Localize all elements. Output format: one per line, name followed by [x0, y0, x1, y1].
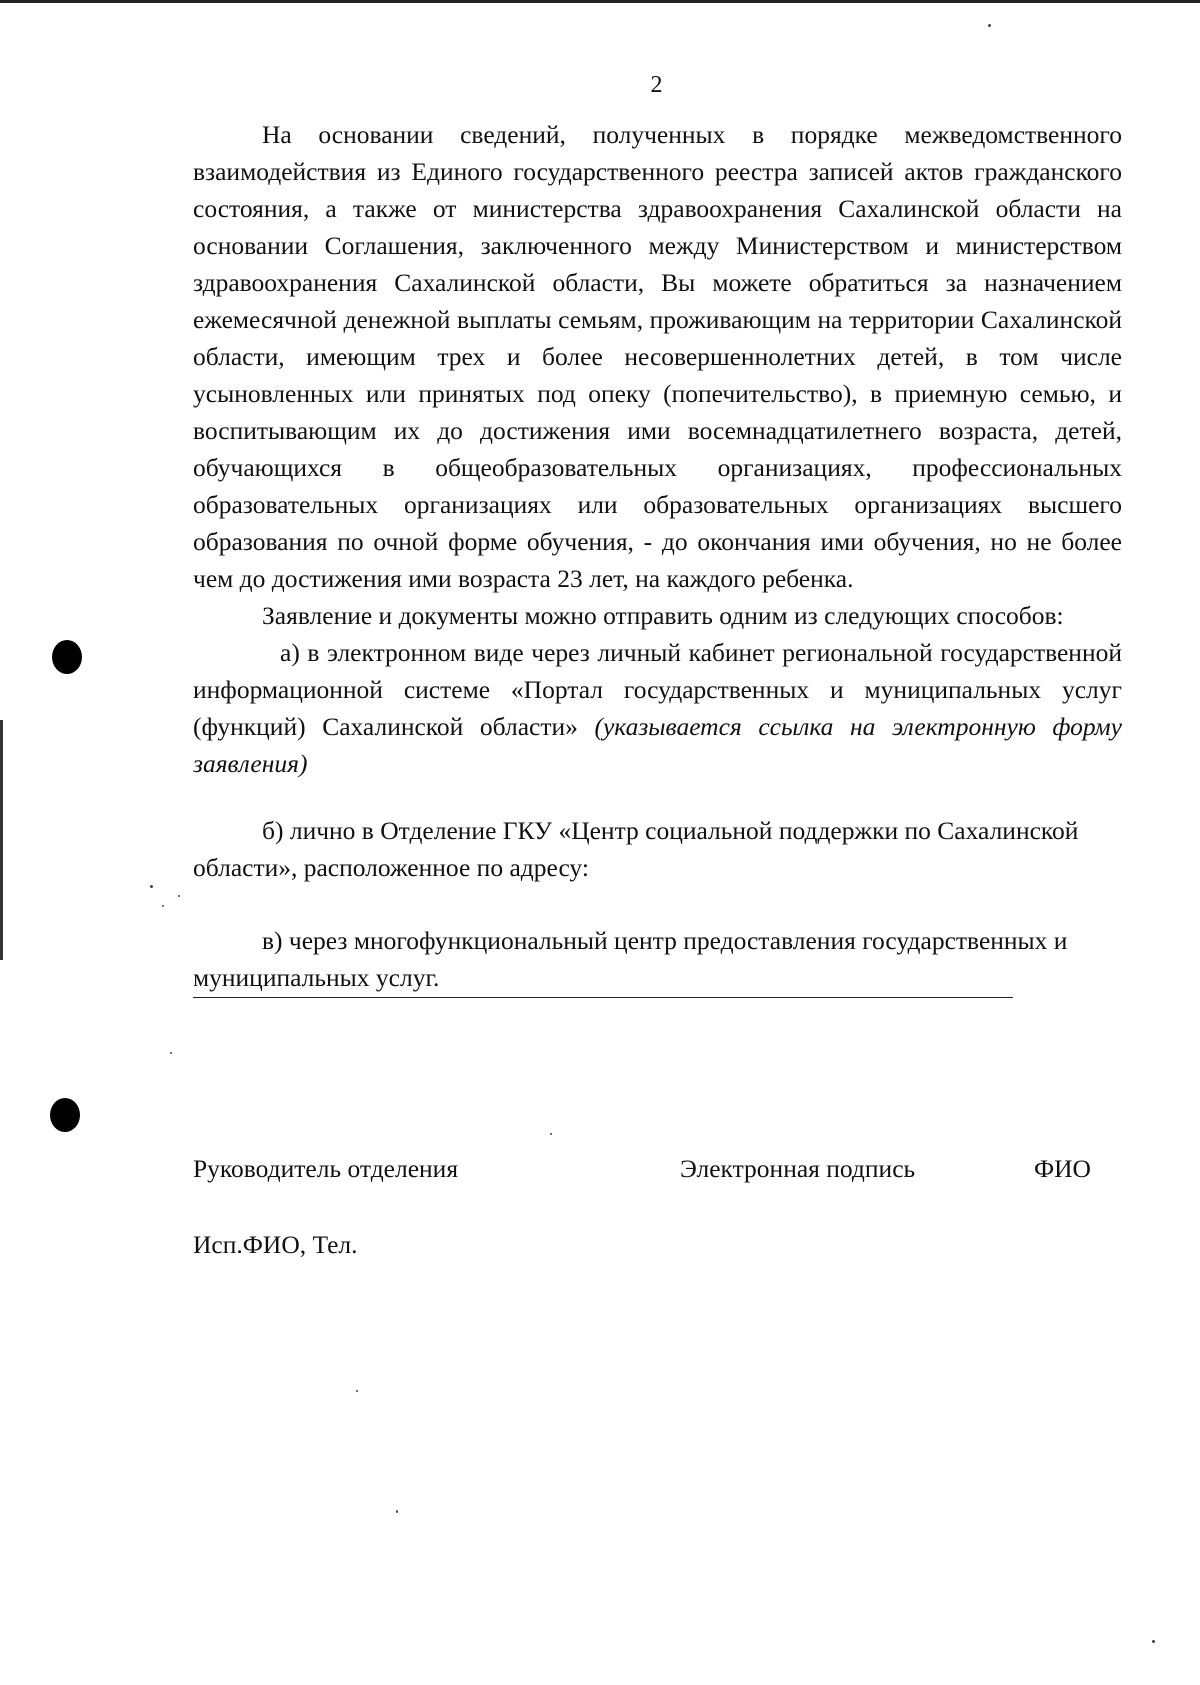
paragraph-eligibility: На основании сведений, полученных в порядке межведомственного взаимодействия из Единого государственного реестра записей актов гражданского состояния, а также от министерства здравоохранения Сахалинской области на основании Соглашения, заключенного между Министерством и министерством здравоохранения Сахалинской области, Вы можете обратиться за назначением ежемесячной денежной выплаты семьям, проживающим на территории Сахалинской области, имеющим трех и более несовершеннолетних детей, в том числе усыновленных или принятых под опеку (попечительство), в приемную семью, и воспитывающим их до достижения ими восемнадцатилетнего возраста, детей, обучающихся в общеобразовательных организациях, профессиональных образовательных организациях или образовательных организациях высшего образования по очной форме обучения, - до окончания ими обучения, но не более чем до достижения ими возраста 23 лет, на каждого ребенка.: [193, 120, 1122, 593]
scan-speck: [550, 1133, 552, 1135]
signature-position: Руководитель отделения: [193, 1154, 459, 1183]
scan-speck: [988, 24, 991, 27]
option-a-electronic: [193, 634, 1122, 782]
option-a-text: а) в электронном виде через личный кабинет региональной государственной информационной системе «Портал государственных и муниципальных услуг (функций) Сахалинской области»: [193, 638, 1122, 741]
scan-speck: [178, 895, 180, 897]
option-a-note: (указывается ссылка на электронную форму заявления): [193, 712, 1122, 778]
paragraph-submission-methods: Заявление и документы можно отправить одним из следующих способов:: [262, 601, 1064, 630]
page-top-edge: [0, 0, 1200, 3]
scan-speck: [356, 1390, 358, 1392]
option-b-in-person: б) лично в Отделение ГКУ «Центр социальной поддержки по Сахалинской области», расположенное по адресу:: [193, 816, 1079, 882]
punch-hole-top: [52, 640, 82, 674]
page-left-edge: [0, 720, 3, 960]
address-blank-line: [193, 997, 1013, 998]
punch-hole-bottom: [50, 1098, 80, 1132]
scan-speck: [396, 1510, 398, 1513]
option-c-mfc: в) через многофункциональный центр предоставления государственных и муниципальных услуг.: [193, 926, 1068, 992]
address-blank-gap: [193, 886, 1122, 922]
executor-contact: Исп.ФИО, Тел.: [193, 1230, 358, 1259]
scan-speck: [150, 885, 153, 888]
letter-body: [193, 116, 1122, 996]
signature-name: ФИО: [1034, 1154, 1091, 1183]
scan-speck: [1152, 1640, 1155, 1643]
paragraph-gap: [193, 782, 1122, 812]
scan-speck: [162, 905, 164, 907]
scan-speck: [170, 1052, 172, 1054]
page-number: 2: [650, 72, 663, 98]
signature-label: Электронная подпись: [680, 1154, 916, 1183]
